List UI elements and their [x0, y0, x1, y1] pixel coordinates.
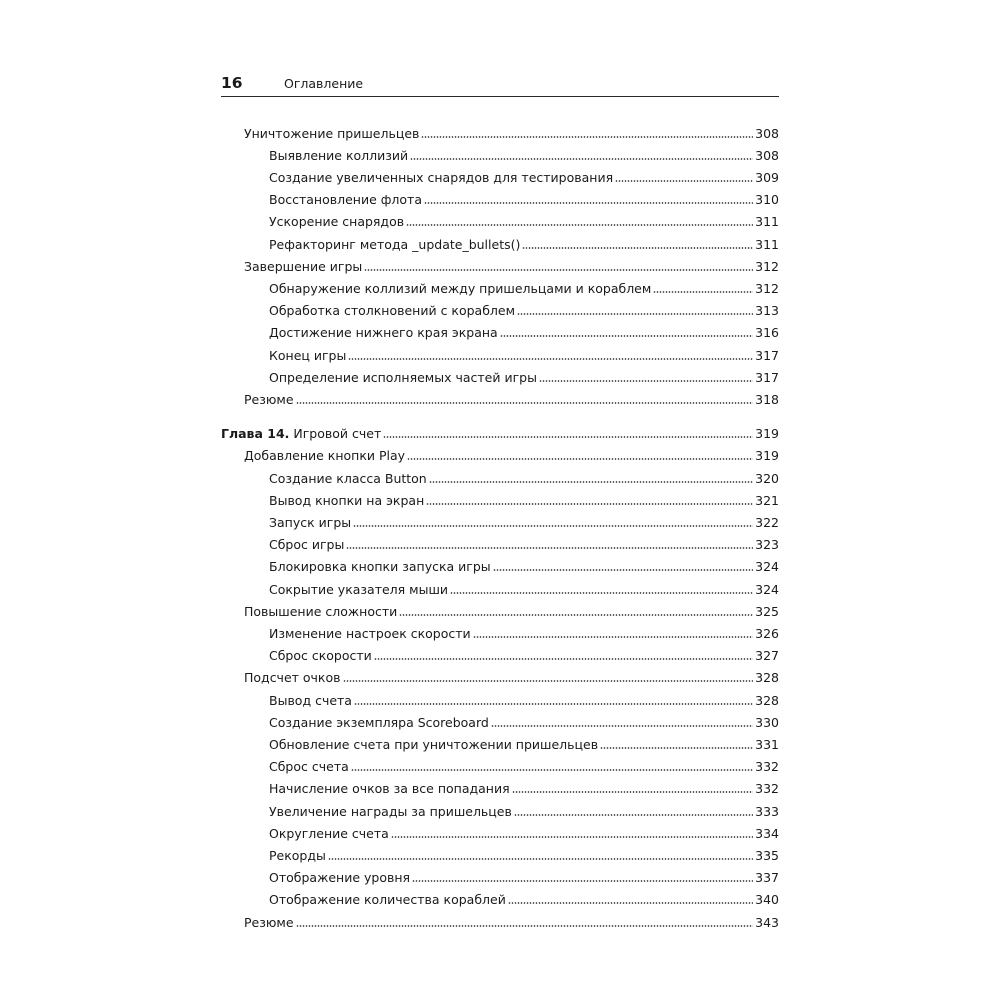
- dot-leader: [399, 614, 753, 616]
- toc-page-number: 318: [755, 391, 779, 407]
- dot-leader: [424, 202, 753, 204]
- dot-leader: [296, 402, 754, 404]
- toc-entry-title: Подсчет очков: [244, 670, 341, 686]
- toc-page-number: 323: [755, 537, 779, 553]
- toc-entry-title: Сокрытие указателя мыши: [269, 581, 449, 597]
- dot-leader: [296, 925, 754, 927]
- toc-subsection-entry: [269, 710, 779, 730]
- toc-chapter-entry: [221, 421, 779, 441]
- toc-entry-title: Рекорды: [269, 847, 326, 863]
- dot-leader: [473, 636, 753, 638]
- toc-entry-title: Резюме: [244, 914, 294, 930]
- toc-subsection-entry: [269, 688, 779, 708]
- toc-page-number: 333: [755, 803, 779, 819]
- toc-page-number: 331: [755, 736, 779, 752]
- toc-page-number: 327: [755, 648, 779, 664]
- toc-page-number: 320: [755, 470, 779, 486]
- toc-entry-title: Создание увеличенных снарядов для тестирования: [269, 169, 614, 185]
- chapter-title: Игровой счет: [293, 426, 382, 442]
- toc-page-number: 311: [755, 236, 779, 252]
- toc-entry-title: Запуск игры: [269, 514, 352, 530]
- toc-entry-title: Изменение настроек скорости: [269, 625, 471, 641]
- toc-subsection-entry: [269, 209, 779, 229]
- toc-subsection-entry: [269, 754, 779, 774]
- toc-subsection-entry: [269, 577, 779, 597]
- toc-page-number: 319: [755, 448, 779, 464]
- toc-subsection-entry: [269, 187, 779, 207]
- dot-leader: [450, 592, 753, 594]
- toc-subsection-entry: [269, 320, 779, 340]
- toc-entry-title: Повышение сложности: [244, 603, 398, 619]
- toc-subsection-entry: [269, 276, 779, 296]
- toc-entry-title: Вывод кнопки на экран: [269, 492, 425, 508]
- toc-page-number: 322: [755, 514, 779, 530]
- toc-section-entry: [244, 599, 779, 619]
- page-number: 16: [221, 74, 243, 92]
- toc-entry-title: Достижение нижнего края экрана: [269, 325, 498, 341]
- toc-page-number: 311: [755, 214, 779, 230]
- toc-subsection-entry: [269, 887, 779, 907]
- toc-section-entry: [244, 443, 779, 463]
- toc-subsection-entry: [269, 865, 779, 885]
- chapter-label: Глава 14.: [221, 426, 290, 442]
- dot-leader: [351, 769, 753, 771]
- toc-page-number: 325: [755, 603, 779, 619]
- toc-page-number: 312: [755, 280, 779, 296]
- dot-leader: [421, 136, 753, 138]
- toc-entry-title: Округление счета: [269, 825, 389, 841]
- toc-entry-title: Блокировка кнопки запуска игры: [269, 559, 491, 575]
- toc-entry-title: Увеличение награды за пришельцев: [269, 803, 512, 819]
- toc-entry-title: Создание экземпляра Scoreboard: [269, 714, 489, 730]
- toc-entry-title: Вывод счета: [269, 692, 352, 708]
- dot-leader: [391, 836, 753, 838]
- toc-subsection-entry: [269, 643, 779, 663]
- toc-entry-title: Обнаружение коллизий между пришельцами и кораблем: [269, 280, 652, 296]
- dot-leader: [406, 224, 753, 226]
- dot-leader: [512, 791, 754, 793]
- toc-entry-title: Конец игры: [269, 347, 347, 363]
- toc-subsection-entry: [269, 554, 779, 574]
- toc-subsection-entry: [269, 466, 779, 486]
- toc-section-entry: [244, 254, 779, 274]
- toc-subsection-entry: [269, 343, 779, 363]
- dot-leader: [493, 569, 754, 571]
- toc-entry-title: Рефакторинг метода _update_bullets(): [269, 236, 521, 252]
- toc-page-number: 321: [755, 492, 779, 508]
- toc-entry-title: Сброс игры: [269, 537, 345, 553]
- toc-subsection-entry: [269, 799, 779, 819]
- dot-leader: [348, 358, 753, 360]
- toc-entry-title: Обновление счета при уничтожении пришельцев: [269, 736, 599, 752]
- toc-entry-title: Начисление очков за все попадания: [269, 781, 510, 797]
- toc-section-entry: [244, 121, 779, 141]
- toc-page-number: 332: [755, 759, 779, 775]
- toc-section-entry: [244, 665, 779, 685]
- toc-page-number: 319: [755, 426, 779, 442]
- toc-page-number: 330: [755, 714, 779, 730]
- toc-entry-title: Ускорение снарядов: [269, 214, 405, 230]
- page-header: [221, 74, 779, 97]
- toc-page-number: 343: [755, 914, 779, 930]
- toc-page-number: 310: [755, 192, 779, 208]
- toc-entry-title: Восстановление флота: [269, 192, 423, 208]
- dot-leader: [343, 680, 754, 682]
- toc-subsection-entry: [269, 365, 779, 385]
- toc-subsection-entry: [269, 843, 779, 863]
- toc-section-entry: [244, 387, 779, 407]
- toc-entry-title: Отображение уровня: [269, 870, 411, 886]
- toc-page-number: 317: [755, 369, 779, 385]
- dot-leader: [500, 335, 753, 337]
- toc-page-number: 317: [755, 347, 779, 363]
- dot-leader: [514, 814, 753, 816]
- dot-leader: [517, 313, 753, 315]
- toc-subsection-entry: [269, 510, 779, 530]
- toc-page-number: 326: [755, 625, 779, 641]
- running-title: Оглавление: [284, 76, 364, 91]
- toc-page-number: 335: [755, 847, 779, 863]
- toc-subsection-entry: [269, 143, 779, 163]
- toc-page-number: 308: [755, 125, 779, 141]
- toc-subsection-entry: [269, 298, 779, 318]
- toc-subsection-entry: [269, 821, 779, 841]
- toc-entry-title: Сброс скорости: [269, 648, 372, 664]
- toc-entry-title: Выявление коллизий: [269, 147, 409, 163]
- toc-subsection-entry: [269, 621, 779, 641]
- dot-leader: [383, 436, 753, 438]
- toc-subsection-entry: [269, 488, 779, 508]
- dot-leader: [653, 291, 753, 293]
- toc-subsection-entry: [269, 165, 779, 185]
- dot-leader: [429, 481, 753, 483]
- toc-entry-title: Завершение игры: [244, 258, 363, 274]
- toc-page-number: 332: [755, 781, 779, 797]
- toc-page-number: 309: [755, 169, 779, 185]
- dot-leader: [374, 658, 753, 660]
- toc-subsection-entry: [269, 532, 779, 552]
- dot-leader: [410, 158, 753, 160]
- dot-leader: [508, 902, 753, 904]
- toc-subsection-entry: [269, 732, 779, 752]
- dot-leader: [426, 503, 753, 505]
- toc-page-number: 328: [755, 670, 779, 686]
- toc-entry-title: Добавление кнопки Play: [244, 448, 406, 464]
- toc-page-number: 312: [755, 258, 779, 274]
- toc-entry-title: [221, 426, 381, 441]
- toc-page-number: 313: [755, 303, 779, 319]
- toc-entry-title: Определение исполняемых частей игры: [269, 369, 537, 385]
- dot-leader: [346, 547, 753, 549]
- toc-entry-title: Сброс счета: [269, 759, 349, 775]
- dot-leader: [407, 458, 753, 460]
- dot-leader: [353, 525, 753, 527]
- toc-page-number: 308: [755, 147, 779, 163]
- toc-entry-title: Создание класса Button: [269, 470, 427, 486]
- toc-page-number: 334: [755, 825, 779, 841]
- toc-entry-title: Обработка столкновений с кораблем: [269, 303, 516, 319]
- toc-page-number: 337: [755, 870, 779, 886]
- dot-leader: [354, 703, 753, 705]
- toc-page-number: 340: [755, 892, 779, 908]
- dot-leader: [328, 858, 753, 860]
- toc-page-number: 324: [755, 581, 779, 597]
- toc-section-entry: [244, 910, 779, 930]
- dot-leader: [412, 880, 753, 882]
- toc-entry-title: Резюме: [244, 391, 294, 407]
- toc-subsection-entry: [269, 232, 779, 252]
- dot-leader: [522, 247, 753, 249]
- dot-leader: [615, 180, 753, 182]
- toc-page-number: 328: [755, 692, 779, 708]
- dot-leader: [539, 380, 753, 382]
- dot-leader: [364, 269, 753, 271]
- dot-leader: [600, 747, 753, 749]
- toc-entry-title: Уничтожение пришельцев: [244, 125, 420, 141]
- toc-entry-title: Отображение количества кораблей: [269, 892, 506, 908]
- toc-page-number: 324: [755, 559, 779, 575]
- dot-leader: [491, 725, 753, 727]
- toc-page-number: 316: [755, 325, 779, 341]
- toc-subsection-entry: [269, 776, 779, 796]
